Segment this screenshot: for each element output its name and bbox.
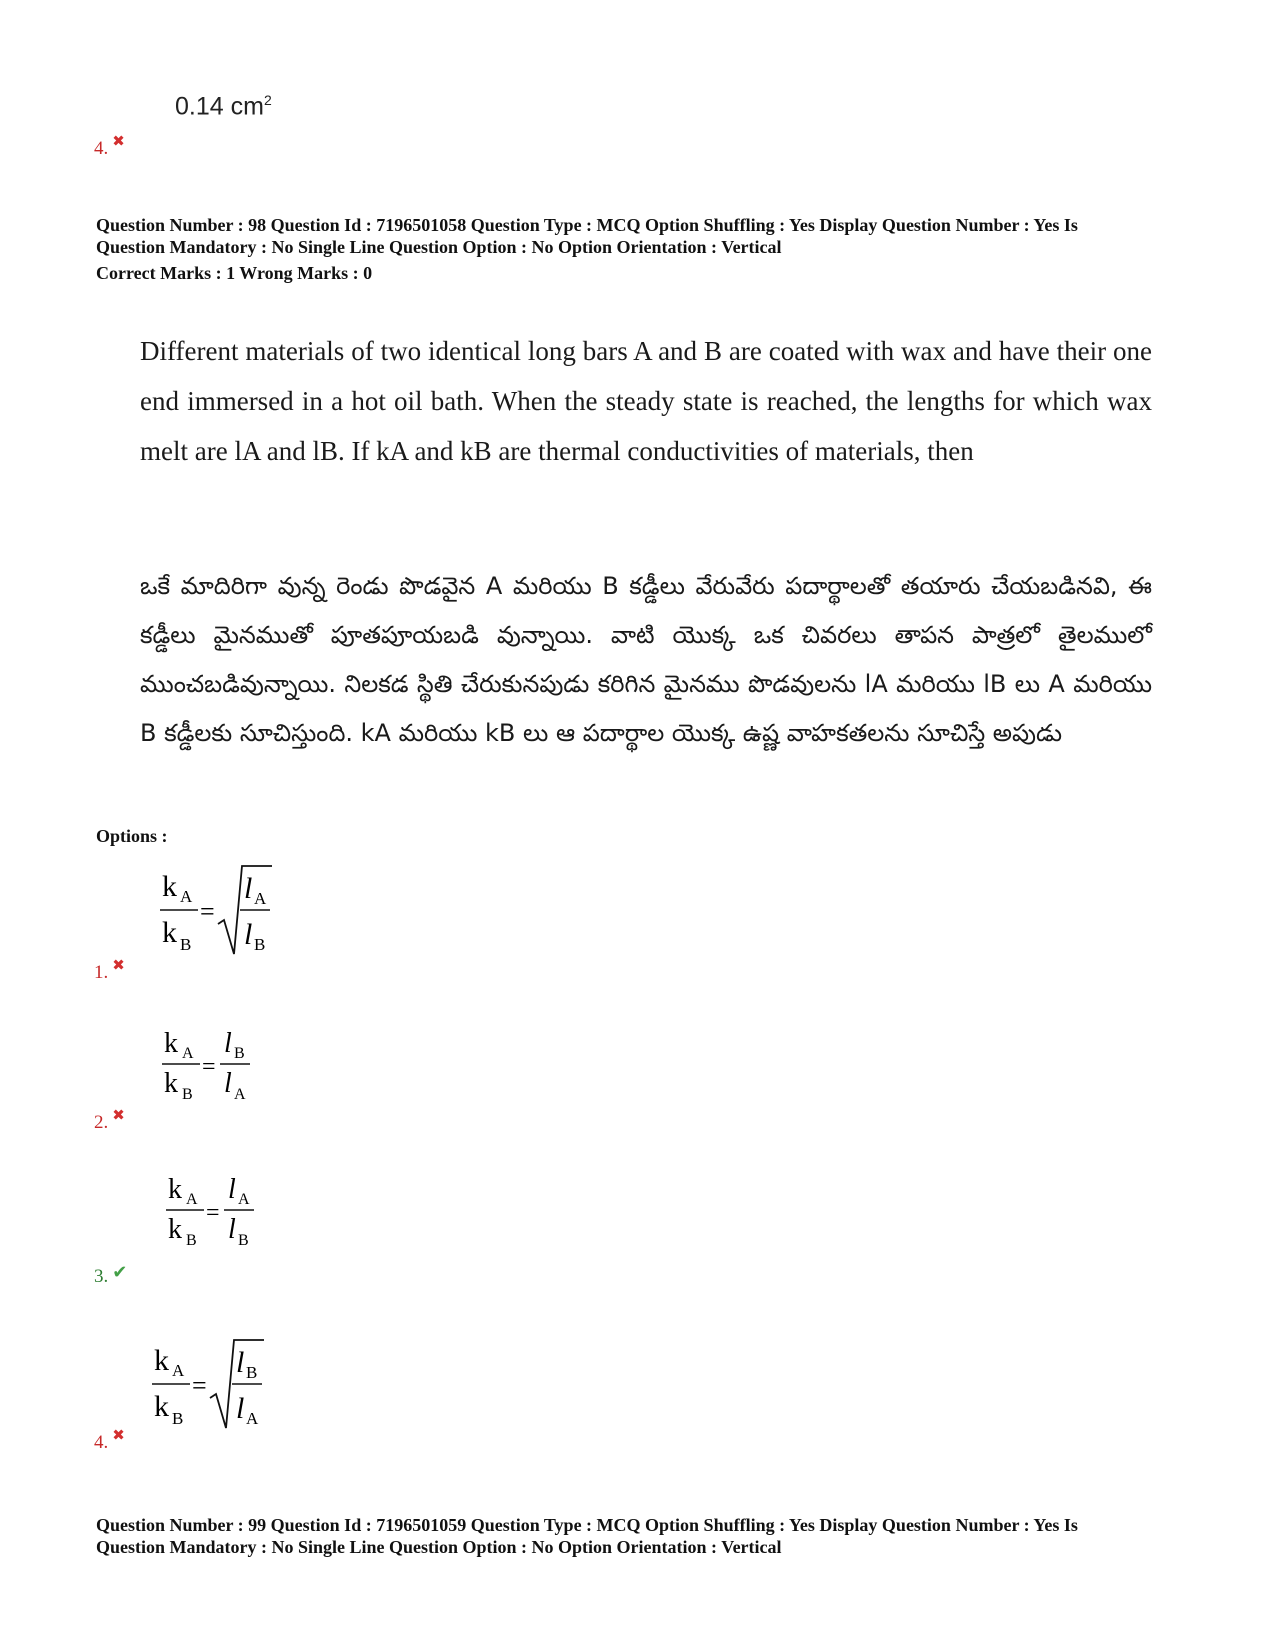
formula-lhs-denominator: k — [162, 916, 177, 949]
question-99-meta-line1: Question Number : 99 Question Id : 7196501059 Question Type : MCQ Option Shuffling : Yes Display Question Number : Yes Is — [96, 1515, 1078, 1535]
question-98-meta — [96, 214, 1186, 284]
option-1-number[interactable] — [94, 957, 125, 984]
question-98-text-telugu: ఒకే మాదిరిగా వున్న రెండు పొడవైన A మరియు B కడ్డీలు వేరువేరు పదార్థాలతో తయారు చేయబడినవి, ఈ కడ్డీలు మైనముతో పూతపూయబడి వున్నాయి. వాటి యొక్క ఒక చివరలు తాపన పాత్రలో తైలములో ముంచబడివున్నాయి. నిలకడ స్థితి చేరుకునపుడు కరిగిన మైనము పొడవులను lA మరియు lB లు A మరియు B కడ్డీలకు సూచిస్తుంది. kA మరియు kB లు ఆ పదార్థాల యొక్క ఉష్ణ వాహకతలను సూచిస్తే అపుడు — [140, 572, 1152, 747]
wrong-mark-icon: ✖ — [112, 957, 125, 974]
option-number-label: 4. — [94, 1432, 109, 1453]
question-99-meta-line2: Question Mandatory : No Single Line Question Option : No Option Orientation : Vertical — [96, 1537, 782, 1557]
formula-lhs-denominator: k — [164, 1068, 178, 1099]
formula-lhs-denominator: k — [154, 1390, 169, 1423]
formula-equals: = — [200, 897, 215, 926]
question-98-text-english: Different materials of two identical long bars A and B are coated with wax and have their one end immersed in a hot oil bath. When the steady state is reached, the lengths for which wax melt are lA and lB. If kA and kB are thermal conductivities of materials, then — [140, 336, 1152, 466]
option-1-formula — [158, 862, 288, 963]
formula-rhs-denominator-sub: A — [246, 1409, 259, 1428]
option-2-formula — [160, 1024, 270, 1109]
formula-equals: = — [192, 1371, 207, 1400]
previous-option-number — [94, 133, 125, 160]
formula-lhs-denominator-sub: B — [180, 935, 192, 954]
formula-equals: = — [206, 1200, 220, 1226]
question-98-meta-line2: Question Mandatory : No Single Line Question Option : No Option Orientation : Vertical — [96, 237, 782, 257]
previous-option-value-sup: 2 — [263, 92, 272, 108]
formula-rhs-denominator: l — [236, 1392, 245, 1425]
previous-option-value — [175, 92, 272, 121]
formula-rhs-numerator: l — [244, 872, 253, 905]
option-4-number[interactable] — [94, 1427, 125, 1454]
formula-rhs-numerator: l — [224, 1028, 232, 1059]
option-3-formula — [164, 1170, 274, 1255]
formula-lhs-numerator-sub: A — [186, 1191, 198, 1208]
correct-mark-icon: ✔ — [112, 1262, 128, 1282]
formula-rhs-numerator-sub: A — [238, 1191, 250, 1208]
formula-lhs-numerator: k — [164, 1028, 178, 1059]
formula-rhs-numerator-sub: B — [234, 1045, 245, 1062]
option-4-formula — [150, 1336, 280, 1437]
wrong-mark-icon: ✖ — [112, 1107, 125, 1124]
option-3-number[interactable] — [94, 1262, 128, 1288]
formula-lhs-numerator-sub: A — [172, 1361, 185, 1380]
formula-rhs-denominator: l — [244, 918, 253, 951]
formula-rhs-denominator: l — [224, 1068, 232, 1099]
option-2-number[interactable] — [94, 1107, 125, 1134]
question-98-meta-line1: Question Number : 98 Question Id : 7196501058 Question Type : MCQ Option Shuffling : Yes Display Question Number : Yes Is — [96, 215, 1078, 235]
question-99-meta — [96, 1514, 1186, 1558]
formula-rhs-numerator-sub: B — [246, 1363, 258, 1382]
formula-lhs-numerator-sub: A — [180, 887, 193, 906]
option-number-label: 1. — [94, 962, 109, 983]
formula-lhs-denominator-sub: B — [186, 1232, 197, 1249]
formula-lhs-numerator: k — [162, 870, 177, 903]
formula-lhs-denominator: k — [168, 1214, 182, 1245]
formula-lhs-denominator-sub: B — [182, 1086, 193, 1103]
previous-option-value-text: 0.14 cm — [175, 92, 264, 121]
option-number-label: 2. — [94, 1112, 109, 1133]
formula-rhs-denominator-sub: B — [238, 1232, 249, 1249]
formula-rhs-denominator-sub: A — [234, 1086, 246, 1103]
options-label: Options : — [96, 826, 168, 846]
question-98-marks: Correct Marks : 1 Wrong Marks : 0 — [96, 263, 373, 283]
formula-rhs-numerator: l — [236, 1346, 245, 1379]
formula-lhs-numerator: k — [154, 1344, 169, 1377]
formula-lhs-denominator-sub: B — [172, 1409, 184, 1428]
formula-equals: = — [202, 1054, 216, 1080]
formula-rhs-numerator-sub: A — [254, 889, 267, 908]
formula-rhs-denominator-sub: B — [254, 935, 266, 954]
wrong-mark-icon: ✖ — [112, 133, 125, 150]
option-number-label: 3. — [94, 1266, 109, 1287]
formula-rhs-denominator: l — [228, 1214, 236, 1245]
formula-lhs-numerator-sub: A — [182, 1045, 194, 1062]
formula-lhs-numerator: k — [168, 1174, 182, 1205]
formula-rhs-numerator: l — [228, 1174, 236, 1205]
option-number-label: 4. — [94, 138, 109, 159]
wrong-mark-icon: ✖ — [112, 1427, 125, 1444]
